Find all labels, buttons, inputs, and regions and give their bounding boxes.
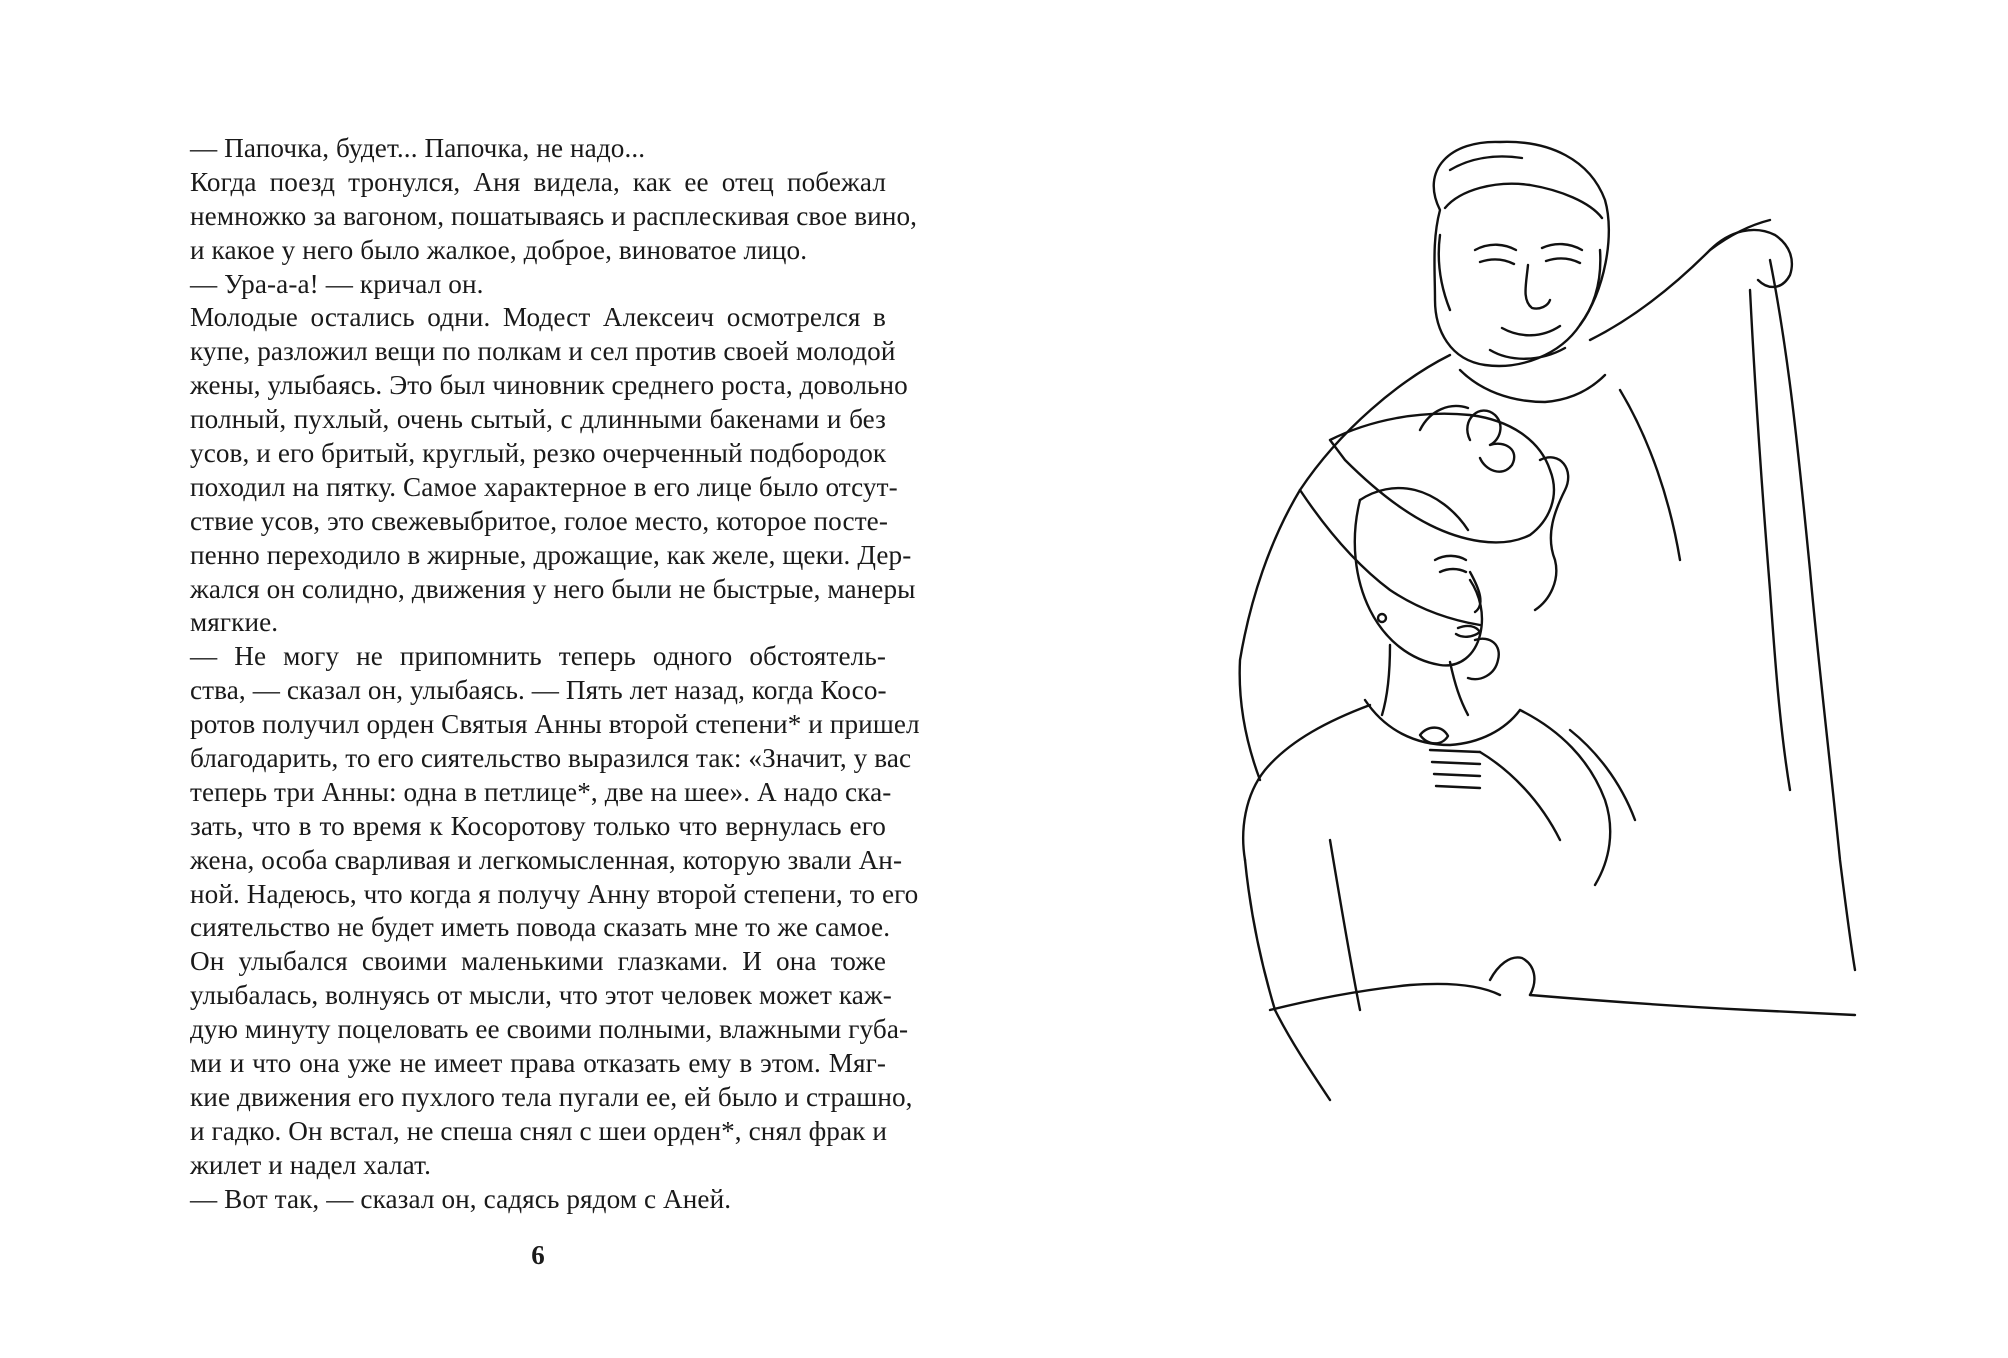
woman-waist [1330, 840, 1360, 1010]
text-line: пенно переходило в жирные, дрожащие, как желе, щеки. Дер- [190, 539, 912, 570]
text-line: Когда поезд тронулся, Аня видела, как ее отец побежал [190, 166, 886, 197]
text-line: сиятельство не будет иметь повода сказать мне то же самое. [190, 912, 891, 943]
man-mouth [1502, 326, 1560, 335]
man-sideburn-left [1439, 235, 1450, 310]
woman-earring [1378, 614, 1386, 622]
woman-shoulder-left [1243, 705, 1370, 860]
woman-collar [1365, 700, 1520, 745]
woman-lips [1456, 626, 1480, 637]
woman-table-edge [1530, 995, 1855, 1015]
man-robe-right-edge [1770, 260, 1855, 970]
man-robe-fold [1620, 390, 1680, 560]
text-line: купе, разложил вещи по полкам и сел против своей молодой [190, 336, 896, 367]
text-line: немножко за вагоном, пошатываясь и расплескивая свое вино, [190, 200, 918, 231]
text-line: ствие усов, это свежевыбритое, голое место, которое посте- [190, 505, 889, 536]
man-eye-left [1480, 260, 1514, 264]
text-line: ротов получил орден Святыя Анны второй степени* и пришел [190, 709, 920, 740]
text-line: кие движения его пухлого тела пугали ее, ей было и страшно, [190, 1081, 913, 1112]
text-line: походил на пятку. Самое характерное в его лице было отсут- [190, 471, 898, 502]
woman-hair [1360, 488, 1468, 530]
woman-eye [1440, 569, 1466, 572]
text-line: ства, — сказал он, улыбаясь. — Пять лет назад, когда Косо- [190, 675, 887, 706]
woman-brooch [1420, 728, 1448, 744]
line-drawing-illustration [1150, 140, 1870, 1120]
man-eye-right [1546, 259, 1580, 263]
page-number: 6 [531, 1240, 545, 1270]
woman-hat [1330, 414, 1554, 543]
text-line: жены, улыбаясь. Это был чиновник среднего роста, довольно [190, 370, 908, 401]
man-head-outline [1434, 142, 1609, 366]
text-line: дую минуту поцеловать ее своими полными, влажными губа- [190, 1014, 909, 1045]
man-robe-inner [1750, 290, 1790, 790]
man-hair [1445, 184, 1602, 218]
text-line: мягкие. [190, 607, 279, 638]
woman-head [1355, 500, 1482, 665]
text-line: теперь три Анны: одна в петлице*, две на шее». А надо ска- [190, 776, 892, 807]
text-line: ной. Надеюсь, что когда я получу Анну второй степени, то его [190, 878, 919, 909]
man-robe-right-shoulder [1590, 220, 1770, 340]
woman-lapel [1480, 752, 1560, 840]
woman-hand [1468, 639, 1499, 679]
man-nose [1526, 265, 1551, 309]
text-line: и какое у него было жалкое, доброе, виноватое лицо. [190, 234, 808, 265]
text-line: полный, пухлый, очень сытый, с длинными бакенами и без [190, 404, 886, 435]
text-column [190, 132, 920, 1217]
woman-jabot-lines [1430, 750, 1480, 788]
man-brow-left [1475, 245, 1516, 250]
man-hand-right [1710, 230, 1792, 287]
text-line: Молодые остались одни. Модест Алексеич осмотрелся в [190, 302, 886, 333]
woman-dress-left [1245, 860, 1275, 1010]
woman-brow [1435, 556, 1466, 560]
woman-arm [1270, 984, 1500, 1010]
text-line: усов, и его бритый, круглый, резко очерченный подбородок [190, 438, 887, 469]
man-hair-stroke [1450, 157, 1522, 171]
woman-neck-right [1450, 662, 1468, 715]
woman-neck [1382, 645, 1390, 715]
text-line: — Вот так, — сказал он, садясь рядом с Аней. [190, 1183, 732, 1214]
woman-lower-dress [1275, 1010, 1330, 1100]
text-line: зать, что в то время к Косоротову только что вернулась его [190, 810, 886, 841]
text-line: — Ура-а-а! — кричал он. [190, 268, 484, 299]
text-line: Он улыбался своими маленькими глазками. И она тоже [190, 946, 886, 977]
text-line: — Папочка, будет... Папочка, не надо... [190, 133, 646, 163]
text-line: жался он солидно, движения у него были не быстрые, манеры [190, 573, 916, 604]
man-collar [1460, 370, 1605, 402]
text-line: жилет и надел халат. [190, 1149, 431, 1180]
illustration-svg [1150, 140, 1870, 1120]
text-line: благодарить, то его сиятельство выразился так: «Значит, у вас [190, 743, 912, 774]
woman-hat-ribbon [1535, 457, 1568, 610]
text-line: — Не могу не припомнить теперь одного обстоятель- [190, 641, 886, 672]
text-line: ми и что она уже не имеет права отказать ему в этом. Мяг- [190, 1048, 886, 1079]
man-brow-right [1542, 244, 1582, 250]
text-line: улыбалась, волнуясь от мысли, что этот человек может каж- [190, 980, 892, 1011]
text-line: жена, особа сварливая и легкомысленная, которую звали Ан- [190, 844, 903, 875]
woman-cuff [1490, 957, 1534, 995]
man-sideburn-right [1580, 250, 1600, 325]
text-line: и гадко. Он встал, не спеша снял с шеи орден*, снял фрак и [190, 1115, 887, 1146]
woman-hat-feather [1420, 406, 1468, 430]
woman-lapel-right [1570, 730, 1635, 820]
